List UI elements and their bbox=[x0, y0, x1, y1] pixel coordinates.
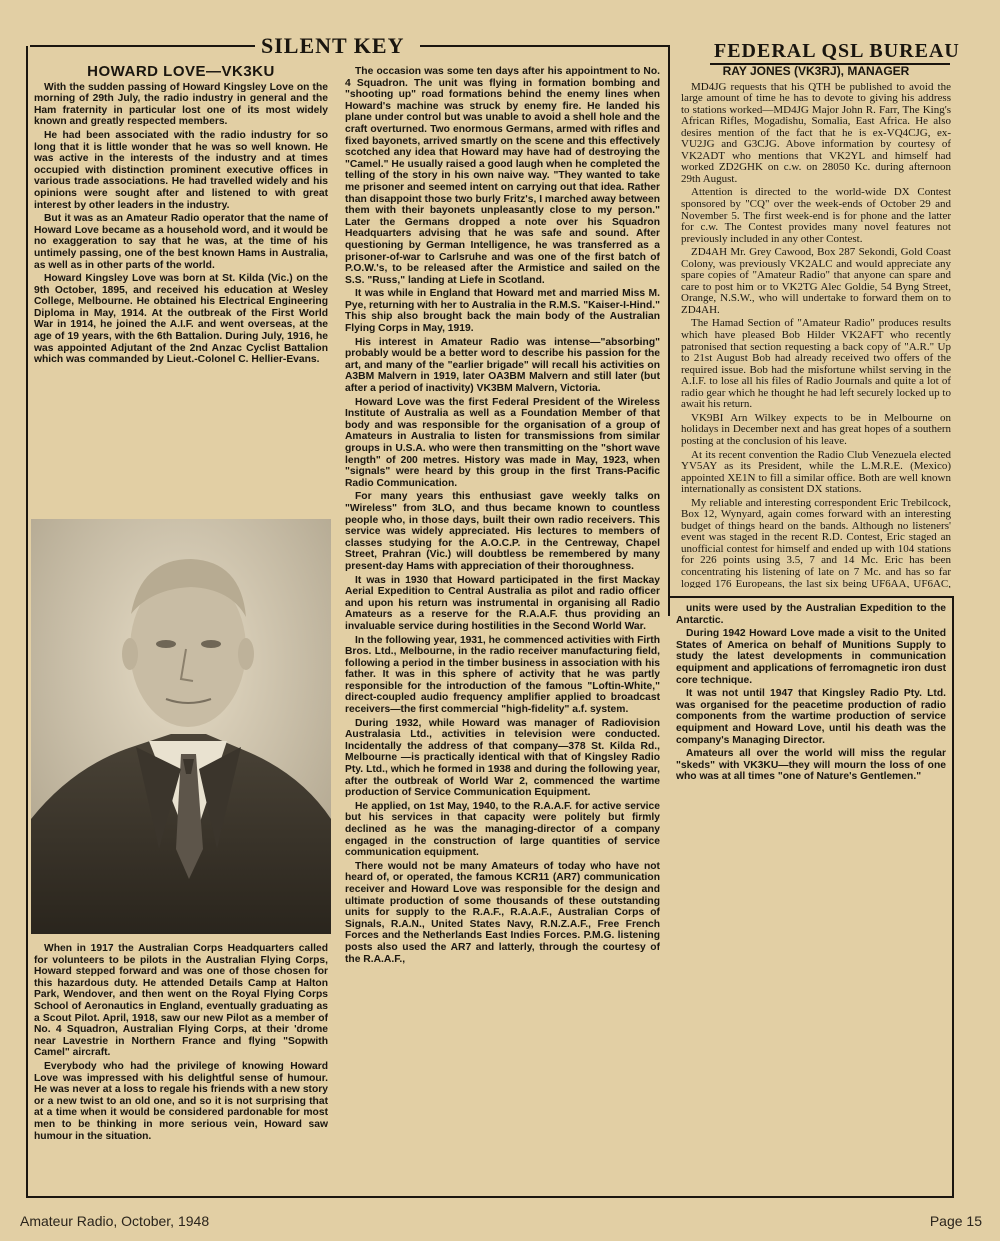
paragraph: At its recent convention the Radio Club Venezuela elected YV5AY as its President, while the L.M.R.E. (Mexico) appointed XE1N to fill a similar office. Both are well known internationally as consistent DX stations. bbox=[681, 448, 951, 496]
paragraph: During 1942 Howard Love made a visit to the United States of America on behalf of Munitions Supply to study the latest developments in communication equipment and applications of ferromagnetic iron dust core technique. bbox=[676, 628, 946, 686]
silent-key-rule-left bbox=[30, 45, 260, 47]
paragraph: Howard Kingsley Love was born at St. Kilda (Vic.) on the 9th October, 1895, and received his education at Wesley College, Melbourne. He obtained his Electrical Engineering Diploma in May, 1914. At the outbreak of the First World War in 1914, he joined the A.I.F. and went overseas, at the age of 19 years, with the 6th Battalion. During July, 1916, he was appointed Adjutant of the 2nd Anzac Cyclist Battalion which was commanded by Lieut.-Colonel C. Hellier-Evans. bbox=[34, 273, 328, 366]
paragraph: It was while in England that Howard met and married Miss M. Pye, returning with her to Australia in the R.M.S. "Kaiser-I-Hind." This ship also brought back the main body of the Australian Flying Corps in May, 1919. bbox=[345, 288, 660, 335]
article-column-2 bbox=[345, 66, 660, 1192]
qsl-bureau-column bbox=[681, 66, 951, 588]
qsl-bureau-heading: FEDERAL QSL BUREAU bbox=[708, 40, 966, 63]
box-left-border bbox=[26, 46, 28, 1198]
paragraph: Everybody who had the privilege of knowing Howard Love was impressed with his delightful sense of humour. He was never at a loss to regale his friends with a new story or a new twist to an old one, and so it is not surprising that at a time when it would be considered pardonable for most men to be thinking in more serious vein, Howard saw humour in the situation. bbox=[34, 1060, 328, 1142]
paragraph: Howard Love was the first Federal President of the Wireless Institute of Australia as well as a Foundation Member of that body and was responsible for the organisation of a group of Amateurs in Australia to listen for transmissions from similar groups in U.S.A. who were then transmitting on the "short wave length" of 200 metres. History was made in May, 1923, when "signals" were heard by this group in the first Trans-Pacific Radio Communication. bbox=[345, 396, 660, 489]
paragraph: His interest in Amateur Radio was intense—"absorbing" probably would be a better word to describe his passion for the art, and many of the "earlier brigade" will recall his activities on A3BM Malvern in 1919, later OA3BM Malvern and still later (but after a period of inactivity) VK3BM Malvern, Victoria. bbox=[345, 336, 660, 395]
paragraph: units were used by the Australian Expedition to the Antarctic. bbox=[676, 603, 946, 626]
qsl-bureau-underline bbox=[710, 63, 950, 65]
box-notch-rule bbox=[668, 596, 954, 598]
paragraph: My reliable and interesting correspondent Eric Trebilcock, Box 12, Wynyard, again comes forward with an interesting budget of things heard on the bands. Although no listeners' event was staged in the recent R.D. Contest, Eric staged an unofficial contest for himself and ended up with 104 stations for 226 points using 3.5, 7 and 14 Mc. Eric has been concentrating his listening of late on 7 Mc. and has so far logged 176 Europeans, the last six being UF6AA, UF6AC, bbox=[681, 496, 951, 588]
silent-key-rule-right bbox=[420, 45, 670, 47]
footer-page-number: Page 15 bbox=[929, 1213, 982, 1229]
paragraph: In the following year, 1931, he commenced activities with Firth Bros. Ltd., Melbourne, in the radio receiver manufacturing field, following a period in the timber business in association with his father. It was in this sphere of activity that he was partly responsible for the introduction of the famous "Loftin-White," direct-coupled audio frequency amplifier applied to broadcast receivers—the first commercial "high-fidelity" a.f. system. bbox=[345, 634, 660, 716]
paragraph: It was not until 1947 that Kingsley Radio Pty. Ltd. was organised for the peacetime production of radio components from the wartime production of service equipment and Howard Love, until his death was the company's Managing Director. bbox=[676, 688, 946, 746]
box-right-border bbox=[668, 46, 670, 616]
paragraph: With the sudden passing of Howard Kingsley Love on the morning of 29th July, the radio industry in general and the Ham fraternity in particular lost one of its most widely known and greatly respected members. bbox=[34, 81, 328, 128]
silent-key-heading: SILENT KEY bbox=[255, 33, 410, 59]
portrait-photo bbox=[31, 519, 331, 934]
portrait-drawing bbox=[31, 519, 331, 934]
paragraph: It was in 1930 that Howard participated in the first Mackay Aerial Expedition to Central Australia as pilot and radio officer and upon his return was instrumental in organising all Radio Amateurs as a reserve for the R.A.A.F. thus providing an invaluable service during hostilities in the Second World War. bbox=[345, 574, 660, 632]
qsl-bureau-manager: RAY JONES (VK3RJ), MANAGER bbox=[722, 66, 910, 78]
paragraph: VK9BI Arn Wilkey expects to be in Melbourne on holidays in December next and has great hopes of a southern posting at the conclusion of his leave. bbox=[681, 411, 951, 447]
paragraph: The Hamad Section of "Amateur Radio" produces results which have pleased Bob Hilder VK2AFT who recently patronised that section requesting a back copy of "A.R." Up to 21st August Bob had already received two offers of the required issue. Bob had the misfortune whilst serving in the A.I.F. to lose all his files of Radio Journals and quite a lot of radio gear which he thought he had left securely locked up to await his return. bbox=[681, 317, 951, 411]
paragraph: But it was as an Amateur Radio operator that the name of Howard Love became as a household word, and it would be no exaggeration to say that he was, at the time of his untimely passing, one of the best known Hams in Australia, as well as in other parts of the world. bbox=[34, 213, 328, 271]
article-column-1-bottom bbox=[34, 943, 328, 1191]
box-right-lower-border bbox=[952, 596, 954, 1197]
article-column-3-continuation bbox=[676, 603, 946, 1193]
paragraph: The occasion was some ten days after his appointment to No. 4 Squadron. The unit was flying in formation bombing and "shooting up" road formations behind the enemy lines when Howard's machine was struck by enemy fire. He landed his plane under control but was unable to avoid a shell hole and the craft overturned. Two enormous Germans, armed with rifles and fixed bayonets, arrived smartly on the scene and this effectively scotched any idea that Howard may have had of destroying the "Camel." He usually raised a good laugh when he completed the telling of the story in his own naive way. "They wanted to take me prisoner and seemed intent on carrying out that idea. Rather than disappoint those two burly Fritz's, I marched away between them with their bayonets unpleasantly close to my person." Later the Germans dropped a note over his Squadron Headquarters advising that he was safe and sound. After questioning by German Intelligence, he was transferred as a prisoner-of-war to Carlsruhe and was one of the first batch of P.O.W.'s, to be released after the Armistice and sailed on the S.S. "Russ," landing at Liefe in Scotland. bbox=[345, 66, 660, 286]
paragraph: For many years this enthusiast gave weekly talks on "Wireless" from 3LO, and thus became known to countless people who, in those days, built their own radio receivers. This service was widely appreciated. His lectures to members of classes studying for the A.O.C.P. in the Centreway, Chapel Street, Prahran (Vic.) will doubtless be remembered by many present-day Hams with appreciation of their thoroughness. bbox=[345, 491, 660, 572]
article-title: HOWARD LOVE—VK3KU bbox=[87, 66, 275, 80]
paragraph: When in 1917 the Australian Corps Headquarters called for volunteers to be pilots in the Australian Flying Corps, Howard stepped forward and was one of those chosen for this hazardous duty. He attended Details Camp at Halton Park, Wendover, and then went on the Royal Flying Corps School of Aeronautics in England, eventually graduating as a Scout Pilot. April, 1918, saw our new Pilot as a member of No. 4 Squadron, Australian Flying Corps, at their 'drome near Lavestrie in Northern France and flying "Sopwith Camel" aircraft. bbox=[34, 943, 328, 1059]
paragraph: MD4JG requests that his QTH be published to avoid the large amount of time he has to devote to giving his address to stations worked—MD4JG Major John R. Farr, The King's African Rifles, Mogadishu, Somalia, East Africa. He also desires mention of the fact that he is ex-VQ4CJG, ex-VU2JG and G3CJG. Above information by courtesy of VK2ADT who mentions that VK2YL and himself had worked ZD2GHK on c.w. on 28050 Kc. during afternoon 29th August. bbox=[681, 80, 951, 185]
footer-publication: Amateur Radio, October, 1948 bbox=[20, 1213, 210, 1229]
paragraph: He applied, on 1st May, 1940, to the R.A.A.F. for active service but his services in that capacity were politely but firmly declined as he was the managing-director of a company engaged in the construction of large quantities of service communication equipment. bbox=[345, 800, 660, 859]
box-bottom-border bbox=[26, 1196, 954, 1198]
paragraph: During 1932, while Howard was manager of Radiovision Australasia Ltd., activities in television were conducted. Incidentally the address of that company—378 St. Kilda Rd., Melbourne —is practically identical with that of Kingsley Radio Pty. Ltd., which he formed in 1938 and during the following year, after the outbreak of World War 2, commenced the wartime production of Service Communication Equipment. bbox=[345, 717, 660, 799]
paragraph: ZD4AH Mr. Grey Cawood, Box 287 Sekondi, Gold Coast Colony, was previously VK2ALC and would appreciate any spare copies of "Amateur Radio" that anyone can spare and care to post him or to VK2TG Alec Goldie, 54 Byng Street, Orange, N.S.W., who will undertake to forward them on to ZD4AH. bbox=[681, 246, 951, 316]
paragraph: He had been associated with the radio industry for so long that it is little wonder that he was so well known. He was active in the interests of the industry and at times occupied with distinction prominent executive offices in various trade associations. He had travelled widely and his opinions were sought after and listened to with great interest by other leaders in the industry. bbox=[34, 129, 328, 211]
paragraph: There would not be many Amateurs of today who have not heard of, or operated, the famous KCR11 (AR7) communication receiver and Howard Love was responsible for the design and ultimate production of some thousands of these outstanding units for supply to the R.A.F., R.A.A.F., Australian Corps of Signals, R.A.N., United States Navy, R.N.Z.A.F., Free French Forces and the Netherlands East Indies Forces. P.M.G. listening posts also used the AR7 and latterly, through the courtesy of the R.A.A.F., bbox=[345, 860, 660, 965]
article-column-1-top bbox=[34, 66, 328, 516]
paragraph: Attention is directed to the world-wide DX Contest sponsored by "CQ" over the week-ends of October 29 and November 5. The first week-end is for phone and the latter for c.w. The Contest provides many novel features not previously included in any other Contest. bbox=[681, 186, 951, 245]
paragraph: Amateurs all over the world will miss the regular "skeds" with VK3KU—they will mourn the loss of one who was at all times "one of Nature's Gentlemen." bbox=[676, 748, 946, 783]
